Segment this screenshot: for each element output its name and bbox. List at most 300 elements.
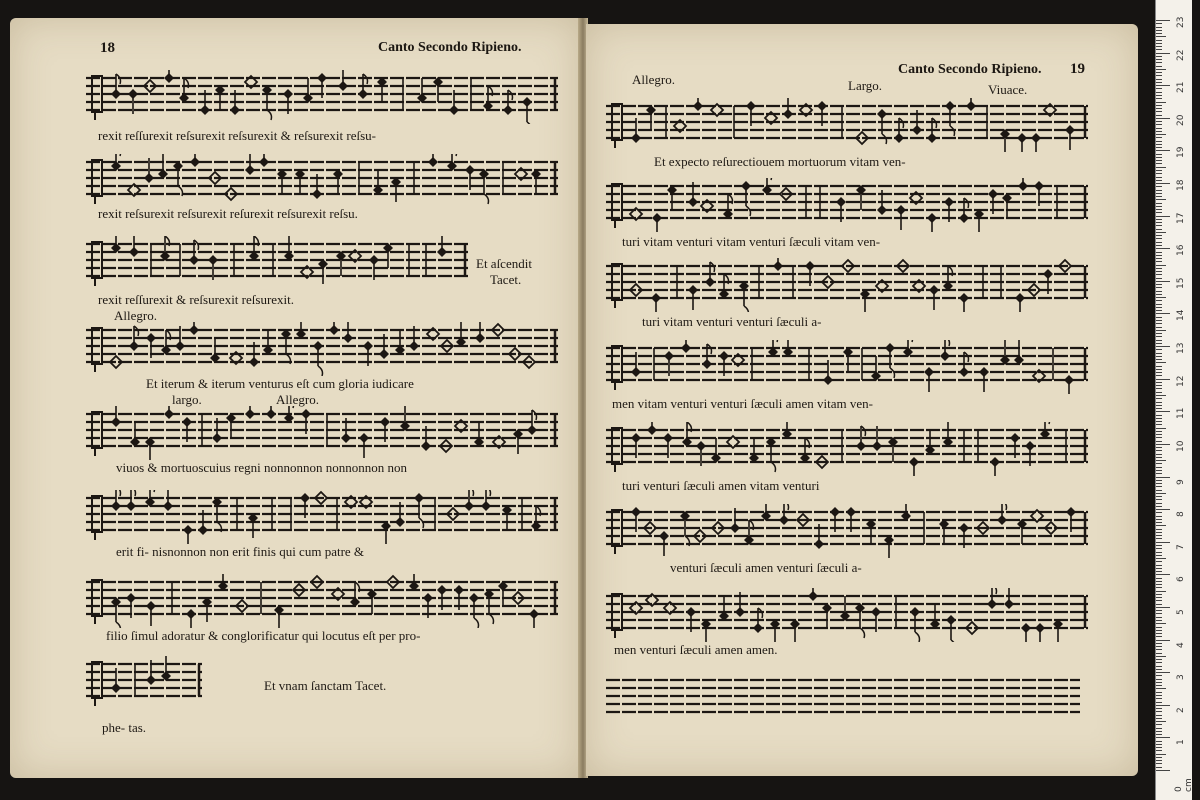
tempo-mark: Viuace. (988, 82, 1028, 97)
ruler-tick (1156, 134, 1166, 135)
ruler-tick (1156, 659, 1162, 660)
ruler-tick (1156, 617, 1162, 618)
ruler-tick (1156, 705, 1170, 706)
ruler-number: 15 (1176, 277, 1186, 289)
lyric-line: rexit reſſurexit reſsurexit reſsurexit & reſsurexit reſsu- (98, 128, 376, 143)
staff-lines (86, 322, 558, 376)
ruler-tick (1156, 232, 1166, 233)
ruler-number: 1 (1176, 739, 1186, 746)
staff-lines (606, 504, 1088, 558)
ruler-tick (1156, 75, 1162, 76)
ruler-tick (1156, 304, 1162, 305)
lyric-line: turi venturi ſæculi amen vitam venturi (622, 478, 820, 493)
lyric-line: Et iterum & iterum venturus eſt cum gloria iudicare (146, 376, 414, 391)
staff-lines (606, 588, 1088, 642)
ruler-tick (1156, 173, 1162, 174)
music-staff (606, 258, 1088, 312)
ruler-tick (1156, 154, 1162, 155)
ruler-tick (1156, 128, 1162, 129)
ruler-tick (1156, 591, 1166, 592)
ruler-tick (1156, 46, 1162, 47)
ruler-tick (1156, 715, 1162, 716)
music-staff (606, 340, 1088, 394)
ruler-tick (1156, 744, 1162, 745)
ruler-tick (1156, 421, 1162, 422)
ruler-tick (1156, 767, 1162, 768)
ruler-tick (1156, 79, 1162, 80)
staff-lines (606, 98, 1088, 152)
ruler-tick (1156, 620, 1162, 621)
ruler-tick (1156, 362, 1166, 363)
ruler-tick (1156, 252, 1162, 253)
ruler-tick (1156, 662, 1162, 663)
ruler-tick (1156, 473, 1162, 474)
ruler-tick (1156, 656, 1166, 657)
music-staff (606, 422, 1088, 476)
ruler-tick (1156, 509, 1170, 510)
ruler-tick (1156, 141, 1162, 142)
ruler-tick (1156, 594, 1162, 595)
ruler-tick (1156, 69, 1166, 70)
ruler-tick (1156, 496, 1162, 497)
ruler-tick (1156, 633, 1162, 634)
ruler-tick (1156, 525, 1166, 526)
ruler-tick (1156, 163, 1162, 164)
ruler-tick (1156, 160, 1162, 161)
ruler-tick (1156, 111, 1162, 112)
ruler-tick (1156, 313, 1170, 314)
staff-lines (86, 70, 558, 124)
ruler-tick (1156, 477, 1170, 478)
ruler-number: 3 (1176, 674, 1186, 681)
ruler-tick (1156, 415, 1162, 416)
ruler-tick (1156, 88, 1162, 89)
ruler-tick (1156, 359, 1162, 360)
ruler-tick (1156, 144, 1162, 145)
ruler-tick (1156, 405, 1162, 406)
ruler-tick (1156, 552, 1162, 553)
music-staff (86, 574, 558, 628)
lyric-line: viuos & mortuoscuius regni nonnonnon nonnonnon non (116, 460, 408, 475)
staff-lines (606, 672, 1080, 722)
ruler-number: 10 (1176, 440, 1186, 452)
ruler-tick (1156, 424, 1162, 425)
ruler-tick (1156, 467, 1162, 468)
ruler-tick (1156, 763, 1162, 764)
ruler-tick (1156, 199, 1166, 200)
ruler-number: 13 (1176, 342, 1186, 355)
ruler-tick (1156, 398, 1162, 399)
ruler-tick (1156, 274, 1162, 275)
ruler-tick (1156, 395, 1166, 396)
left-page (10, 18, 580, 778)
side-text: Tacet. (490, 272, 522, 287)
ruler-tick (1156, 750, 1162, 751)
ruler-tick (1156, 721, 1166, 722)
ruler-number: 7 (1176, 544, 1186, 550)
ruler-tick (1156, 718, 1162, 719)
ruler-tick (1156, 646, 1162, 647)
ruler-tick (1156, 219, 1162, 220)
ruler-tick (1156, 183, 1170, 184)
ruler-tick (1156, 225, 1162, 226)
ruler-number: 14 (1176, 310, 1186, 322)
ruler-tick (1156, 340, 1162, 341)
ruler-tick (1156, 675, 1162, 676)
ruler-tick (1156, 59, 1162, 60)
ruler-tick (1156, 343, 1162, 344)
ruler-tick (1156, 506, 1162, 507)
ruler-tick (1156, 157, 1162, 158)
ruler-tick (1156, 95, 1162, 96)
ruler-tick (1156, 53, 1170, 54)
ruler-tick (1156, 597, 1162, 598)
ruler-tick (1156, 203, 1162, 204)
ruler-tick (1156, 636, 1162, 637)
ruler-tick (1156, 561, 1162, 562)
music-staff (86, 406, 558, 460)
ruler-tick (1156, 33, 1162, 34)
ruler-tick (1156, 300, 1162, 301)
ruler-tick (1156, 115, 1162, 116)
ruler-tick (1156, 180, 1162, 181)
ruler-tick (1156, 327, 1162, 328)
open-book (10, 18, 1138, 778)
ruler-tick (1156, 672, 1170, 673)
ruler-tick (1156, 708, 1162, 709)
ruler-tick (1156, 82, 1162, 83)
ruler-tick (1156, 535, 1162, 536)
ruler-tick (1156, 186, 1162, 187)
ruler-tick (1156, 245, 1162, 246)
lyric-line: Et expecto reſurectiouem mortuorum vitam ven- (654, 154, 906, 169)
ruler-tick (1156, 711, 1162, 712)
ruler-number: 23 (1176, 16, 1186, 28)
ruler-tick (1156, 222, 1162, 223)
ruler-tick (1156, 428, 1166, 429)
ruler-tick (1156, 238, 1162, 239)
ruler-tick (1156, 522, 1162, 523)
ruler-tick (1156, 519, 1162, 520)
ruler-tick (1156, 538, 1162, 539)
ruler-tick (1156, 131, 1162, 132)
ruler-tick (1156, 682, 1162, 683)
ruler-tick (1156, 431, 1162, 432)
ruler-tick (1156, 20, 1170, 21)
ruler-tick (1156, 320, 1162, 321)
ruler-tick (1156, 702, 1162, 703)
ruler-tick (1156, 255, 1162, 256)
tempo-mark: Allegro. (114, 308, 157, 323)
ruler-number: 21 (1176, 81, 1186, 94)
ruler-tick (1156, 512, 1162, 513)
lyric-line: venturi ſæculi amen venturi ſæculi a- (670, 560, 862, 575)
lyric-line: rexit reſſurexit & reſsurexit reſsurexit. (98, 292, 295, 307)
ruler-tick (1156, 548, 1162, 549)
ruler-tick (1156, 40, 1162, 41)
ruler-tick (1156, 372, 1162, 373)
ruler-tick (1156, 190, 1162, 191)
ruler-tick (1156, 121, 1162, 122)
staff-lines (606, 178, 1088, 232)
ruler-tick (1156, 760, 1162, 761)
ruler-number: 8 (1176, 511, 1186, 518)
ruler-tick (1156, 193, 1162, 194)
lyric-line: erit fi- nisnonnon non erit finis qui cum patre & (116, 544, 365, 559)
ruler-tick (1156, 558, 1166, 559)
ruler-tick (1156, 72, 1162, 73)
ruler-tick (1156, 382, 1162, 383)
lyric-line: men vitam venturi venturi ſæculi amen vitam ven- (612, 396, 874, 411)
ruler-tick (1156, 212, 1162, 213)
ruler-tick (1156, 379, 1170, 380)
ruler-tick (1156, 196, 1162, 197)
ruler-tick (1156, 307, 1162, 308)
ruler-tick (1156, 268, 1162, 269)
ruler-tick (1156, 284, 1162, 285)
ruler-tick (1156, 388, 1162, 389)
ruler-number: 11 (1176, 407, 1186, 420)
ruler-tick (1156, 770, 1170, 771)
lyric-line: phe- tas. (102, 720, 147, 735)
ruler-tick (1156, 685, 1162, 686)
ruler-tick (1156, 167, 1166, 168)
ruler-tick (1156, 574, 1170, 575)
ruler-tick (1156, 265, 1166, 266)
ruler-tick (1156, 679, 1162, 680)
ruler-tick (1156, 460, 1166, 461)
ruler-tick (1156, 206, 1162, 207)
ruler-tick (1156, 643, 1162, 644)
ruler-tick (1156, 627, 1162, 628)
tempo-mark: Allegro. (276, 392, 319, 407)
ruler-tick (1156, 30, 1162, 31)
ruler-tick (1156, 177, 1162, 178)
ruler-tick (1156, 411, 1170, 412)
ruler-tick (1156, 734, 1162, 735)
ruler-tick (1156, 291, 1162, 292)
ruler-tick (1156, 353, 1162, 354)
ruler-tick (1156, 271, 1162, 272)
ruler-number: 16 (1176, 244, 1186, 257)
ruler-tick (1156, 623, 1166, 624)
ruler-number: 17 (1176, 212, 1186, 224)
ruler-tick (1156, 486, 1162, 487)
ruler-tick (1156, 92, 1162, 93)
ruler-tick (1156, 369, 1162, 370)
ruler-tick (1156, 441, 1162, 442)
ruler-tick (1156, 503, 1162, 504)
ruler-number: 5 (1176, 609, 1186, 615)
music-staff (606, 504, 1088, 558)
ruler-tick (1156, 147, 1162, 148)
music-staff (86, 70, 558, 124)
ruler-tick (1156, 333, 1162, 334)
staff-lines (86, 406, 558, 460)
ruler-tick (1156, 418, 1162, 419)
ruler-unit-label: 0 cm (1174, 778, 1194, 792)
ruler-tick (1156, 323, 1162, 324)
ruler-tick (1156, 216, 1170, 217)
music-staff (86, 490, 558, 544)
ruler-tick (1156, 62, 1162, 63)
ruler-number: 9 (1176, 478, 1186, 485)
ruler-tick (1156, 235, 1162, 236)
ruler-tick (1156, 470, 1162, 471)
ruler-tick (1156, 463, 1162, 464)
ruler-tick (1156, 692, 1162, 693)
ruler-tick (1156, 281, 1170, 282)
ruler-tick (1156, 36, 1166, 37)
ruler-tick (1156, 23, 1162, 24)
ruler-tick (1156, 437, 1162, 438)
ruler-tick (1156, 209, 1162, 210)
ruler-tick (1156, 105, 1162, 106)
ruler-tick (1156, 118, 1170, 119)
ruler-number: 19 (1176, 146, 1186, 159)
ruler-tick (1156, 66, 1162, 67)
ruler-tick (1156, 457, 1162, 458)
staff-lines (606, 340, 1088, 394)
music-staff (86, 236, 468, 290)
ruler-tick (1156, 49, 1162, 50)
ruler-tick (1156, 261, 1162, 262)
ruler-tick (1156, 607, 1170, 608)
ruler-tick (1156, 258, 1162, 259)
ruler-tick (1156, 584, 1162, 585)
music-staff (606, 98, 1088, 152)
tempo-mark: largo. (172, 392, 202, 407)
staff-lines (606, 422, 1088, 476)
ruler-tick (1156, 587, 1162, 588)
ruler-tick (1156, 688, 1166, 689)
ruler-tick (1156, 555, 1162, 556)
ruler-tick (1156, 493, 1166, 494)
ruler-tick (1156, 294, 1162, 295)
ruler-tick (1156, 565, 1162, 566)
ruler-tick (1156, 336, 1162, 337)
ruler-tick (1156, 287, 1162, 288)
side-text: Et aſcendit (476, 256, 532, 271)
ruler-tick (1156, 346, 1170, 347)
ruler-tick (1156, 356, 1162, 357)
ruler-tick (1156, 444, 1170, 445)
ruler-number: 6 (1176, 576, 1186, 583)
ruler-number: 4 (1176, 641, 1186, 648)
ruler-tick (1156, 666, 1162, 667)
music-staff (606, 178, 1088, 232)
ruler-tick (1156, 385, 1162, 386)
ruler-tick (1156, 529, 1162, 530)
ruler-tick (1156, 278, 1162, 279)
ruler-tick (1156, 581, 1162, 582)
ruler-tick (1156, 600, 1162, 601)
ruler-tick (1156, 450, 1162, 451)
ruler-tick (1156, 649, 1162, 650)
ruler-tick (1156, 630, 1162, 631)
right-page-number: 19 (1070, 61, 1085, 77)
left-page-header: Canto Secondo Ripieno. (378, 40, 522, 55)
ruler-number: 22 (1176, 49, 1186, 61)
ruler-tick (1156, 516, 1162, 517)
ruler-tick (1156, 434, 1162, 435)
ruler-tick (1156, 578, 1162, 579)
ruler-tick (1156, 483, 1162, 484)
ruler-number: 2 (1176, 707, 1186, 713)
ruler-tick (1156, 317, 1162, 318)
ruler-tick (1156, 669, 1162, 670)
ruler-tick (1156, 568, 1162, 569)
ruler-tick (1156, 640, 1170, 641)
music-staff (606, 588, 1088, 642)
ruler-tick (1156, 366, 1162, 367)
lyric-line: filio ſimul adoratur & conglorificatur qui locutus eſt per pro- (106, 628, 421, 643)
ruler-tick (1156, 108, 1162, 109)
ruler-tick (1156, 741, 1162, 742)
ruler-tick (1156, 229, 1162, 230)
ruler-tick (1156, 98, 1162, 99)
ruler-tick (1156, 653, 1162, 654)
right-page-header: Canto Secondo Ripieno. (898, 62, 1042, 77)
ruler-tick (1156, 545, 1162, 546)
ruler-tick (1156, 242, 1162, 243)
ruler-tick (1156, 56, 1162, 57)
lyric-line: men venturi ſæculi amen amen. (614, 642, 778, 657)
lyric-line: turi vitam venturi vitam venturi ſæculi vitam ven- (622, 234, 881, 249)
ruler-tick (1156, 447, 1162, 448)
staff-lines (86, 236, 468, 290)
ruler-tick (1156, 754, 1166, 755)
ruler-tick (1156, 737, 1170, 738)
ruler-tick (1156, 102, 1166, 103)
ruler-tick (1156, 248, 1170, 249)
ruler-tick (1156, 408, 1162, 409)
staff-lines (86, 656, 202, 710)
ruler-tick (1156, 349, 1162, 350)
ruler-tick (1156, 392, 1162, 393)
ruler-number: 20 (1176, 114, 1186, 126)
ruler-tick (1156, 542, 1170, 543)
measurement-ruler (1155, 0, 1192, 800)
left-page-number: 18 (100, 40, 115, 56)
tempo-mark: Allegro. (632, 72, 675, 87)
ruler-tick (1156, 613, 1162, 614)
ruler-tick (1156, 747, 1162, 748)
ruler-tick (1156, 499, 1162, 500)
ruler-tick (1156, 532, 1162, 533)
ruler-tick (1156, 610, 1162, 611)
ruler-tick (1156, 604, 1162, 605)
ruler-tick (1156, 137, 1162, 138)
lyric-line: turi vitam venturi venturi ſæculi a- (642, 314, 822, 329)
staff-lines (606, 258, 1088, 312)
tacet-line: Et vnam ſanctam Tacet. (264, 678, 387, 693)
ruler-tick (1156, 695, 1162, 696)
ruler-tick (1156, 757, 1162, 758)
music-staff (86, 656, 202, 710)
ruler-tick (1156, 170, 1162, 171)
tempo-mark: Largo. (848, 78, 883, 93)
ruler-tick (1156, 43, 1162, 44)
ruler-tick (1156, 402, 1162, 403)
music-staff (86, 322, 558, 376)
music-staff (86, 154, 558, 208)
ruler-tick (1156, 724, 1162, 725)
ruler-tick (1156, 571, 1162, 572)
ruler-tick (1156, 728, 1162, 729)
ruler-tick (1156, 27, 1162, 28)
lyric-line: rexit reſsurexit reſsurexit reſurexit reſsurexit reſsu. (98, 206, 358, 221)
